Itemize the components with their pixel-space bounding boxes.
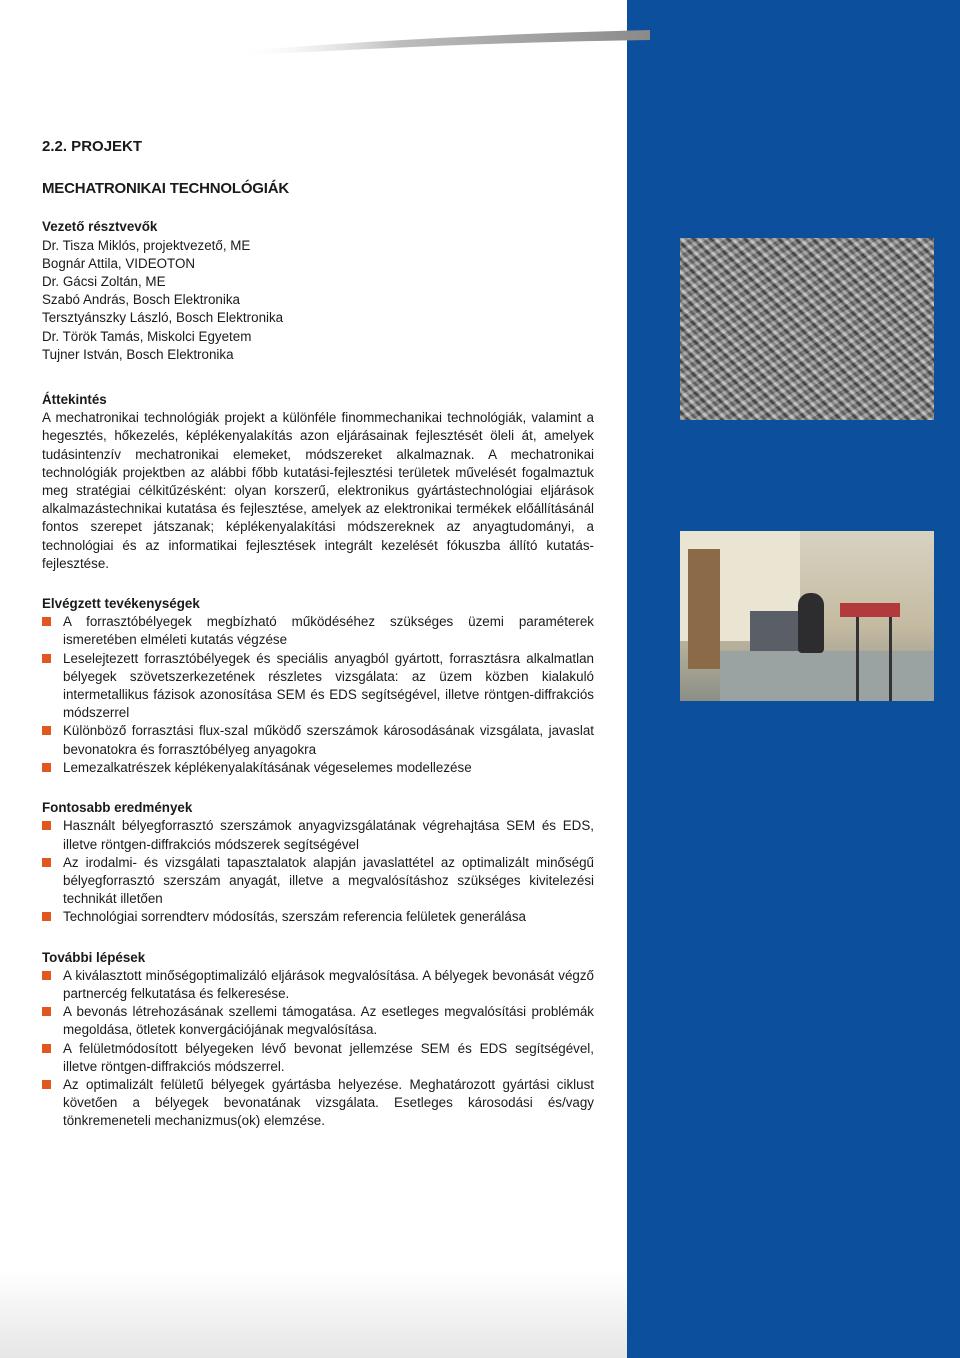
bullet-square-icon [42, 654, 51, 663]
list-item-text: Az irodalmi- és vizsgálati tapasztalatok alapján javaslattétel az optimalizált minőségű bélyegforrasztó szerszám anyagát, illetve a megvalósításhoz szükséges kivitelezési technikát illetően [63, 854, 594, 907]
photo-monitor [750, 611, 800, 651]
next-steps-list [42, 967, 594, 1131]
leader-name: Dr. Gácsi Zoltán, ME [42, 274, 166, 290]
project-title: MECHATRONIKAI TECHNOLÓGIÁK [42, 180, 290, 198]
leader-name: Dr. Tisza Miklós, projektvezető, ME [42, 237, 251, 253]
list-item-text: Használt bélyegforrasztó szerszámok anyagvizsgálatának végrehajtása SEM és EDS, illetve röntgen-diffrakciós módszerek segítségével [63, 818, 594, 852]
list-item-text: A kiválasztott minőségoptimalizáló eljárások megvalósítása. A bélyegek bevonását végző partnercég felkutatása és felkeresése. [63, 967, 594, 1001]
header-swoosh-graphic [230, 20, 650, 60]
list-item-text: Leselejtezett forrasztóbélyegek és speciális anyagból gyártott, forrasztásra alkalmatlan bélyegek szövetszerkezetének részletes vizsgálata: az üzem közben kialakuló intermetallikus fázisok azonosítása SEM és EDS segítségével, illetve röntgen-diffrakciós módszerrel [63, 650, 594, 721]
leader-name: Tujner István, Bosch Elektronika [42, 346, 234, 362]
leaders-list [42, 237, 594, 364]
leader-name: Bognár Attila, VIDEOTON [42, 255, 196, 271]
list-item [42, 1076, 594, 1131]
leaders-heading: Vezető résztvevők [42, 219, 158, 235]
leader-name: Tersztyánszky László, Bosch Elektronika [42, 310, 284, 326]
bullet-square-icon [42, 1080, 51, 1089]
bullet-square-icon [42, 858, 51, 867]
photo-instrument [840, 603, 900, 617]
bullet-square-icon [42, 617, 51, 626]
laboratory-photo [680, 531, 934, 701]
completed-heading: Elvégzett tevékenységek [42, 596, 200, 612]
leader-name: Dr. Török Tamás, Miskolci Egyetem [42, 328, 252, 344]
list-item-text: Az optimalizált felületű bélyegek gyártásba helyezése. Meghatározott gyártási ciklust követően a bélyegek bevonatának vizsgálata. Esetleges károsodási és/vagy tönkremeneteli mechanizmus(ok) elemzése. [63, 1076, 594, 1129]
bullet-square-icon [42, 971, 51, 980]
overview-heading: Áttekintés [42, 392, 107, 408]
results-heading: Fontosabb eredmények [42, 800, 193, 816]
list-item-text: A felületmódosított bélyegeken lévő bevonat jellemzése SEM és EDS segítségével, illetve röntgen-diffrakciós módszerrel. [63, 1040, 594, 1074]
bottom-gradient-band [0, 1270, 627, 1358]
sem-micrograph-image [680, 238, 934, 420]
photo-desk [720, 651, 934, 701]
bullet-square-icon [42, 1044, 51, 1053]
photo-person [798, 593, 824, 653]
list-item-text: A forrasztóbélyegek megbízható működéséhez szükséges üzemi paraméterek ismeretében elméleti kutatás végzése [63, 614, 594, 648]
leader-name: Szabó András, Bosch Elektronika [42, 292, 240, 308]
list-item [42, 613, 594, 649]
list-item-text: Technológiai sorrendterv módosítás, szerszám referencia felületek generálása [63, 909, 526, 925]
completed-list [42, 613, 594, 777]
list-item [42, 1040, 594, 1076]
section-number: 2.2. PROJEKT [42, 138, 143, 155]
photo-tripod [856, 607, 892, 701]
list-item [42, 967, 594, 1003]
list-item [42, 759, 594, 777]
bullet-square-icon [42, 726, 51, 735]
list-item [42, 1003, 594, 1039]
next-steps-heading: További lépések [42, 949, 146, 965]
list-item [42, 908, 594, 926]
list-item-text: Lemezalkatrészek képlékenyalakításának végeselemes modellezése [63, 759, 472, 775]
results-list [42, 817, 594, 926]
list-item [42, 817, 594, 853]
list-item [42, 854, 594, 909]
bullet-square-icon [42, 821, 51, 830]
list-item [42, 722, 594, 758]
list-item-text: A bevonás létrehozásának szellemi támogatása. Az esetleges megvalósítási problémák megoldása, ötletek konvergációjának megvalósítása. [63, 1004, 594, 1038]
list-item [42, 650, 594, 723]
bullet-square-icon [42, 912, 51, 921]
photo-cabinet [688, 549, 720, 669]
overview-paragraph: A mechatronikai technológiák projekt a különféle finommechanikai technológiák, valamint a hegesztés, hőkezelés, képlékenyalakítás azon eljárásainak fejlesztését öleli át, amelyek tudásintenzív mechatronikai elemeket, módszereket alkalmaznak. A mechatronikai technológiák projektben az alábbi főbb kutatási-fejlesztési területek művelését fogalmaztuk meg stratégiai célkitűzésként: olyan korszerű, elektronikus gyártástechnológiai eljárások alkalmazástechnikai kutatása és fejlesztése, amelyek az elektronikai termékek előállításánál fontos szerepet játszanak; képlékenyalakítási módszereknek az anyagtudományi, a technológiai és az informatikai fejlesztések integrált kezelését fókuszba állító kutatás-fejlesztése. [42, 410, 594, 571]
bullet-square-icon [42, 1007, 51, 1016]
document-body [42, 138, 594, 1153]
list-item-text: Különböző forrasztási flux-szal működő szerszámok károsodásának vizsgálata, javaslat bevonatokra és forrasztóbélyeg anyagokra [63, 723, 594, 757]
bullet-square-icon [42, 763, 51, 772]
